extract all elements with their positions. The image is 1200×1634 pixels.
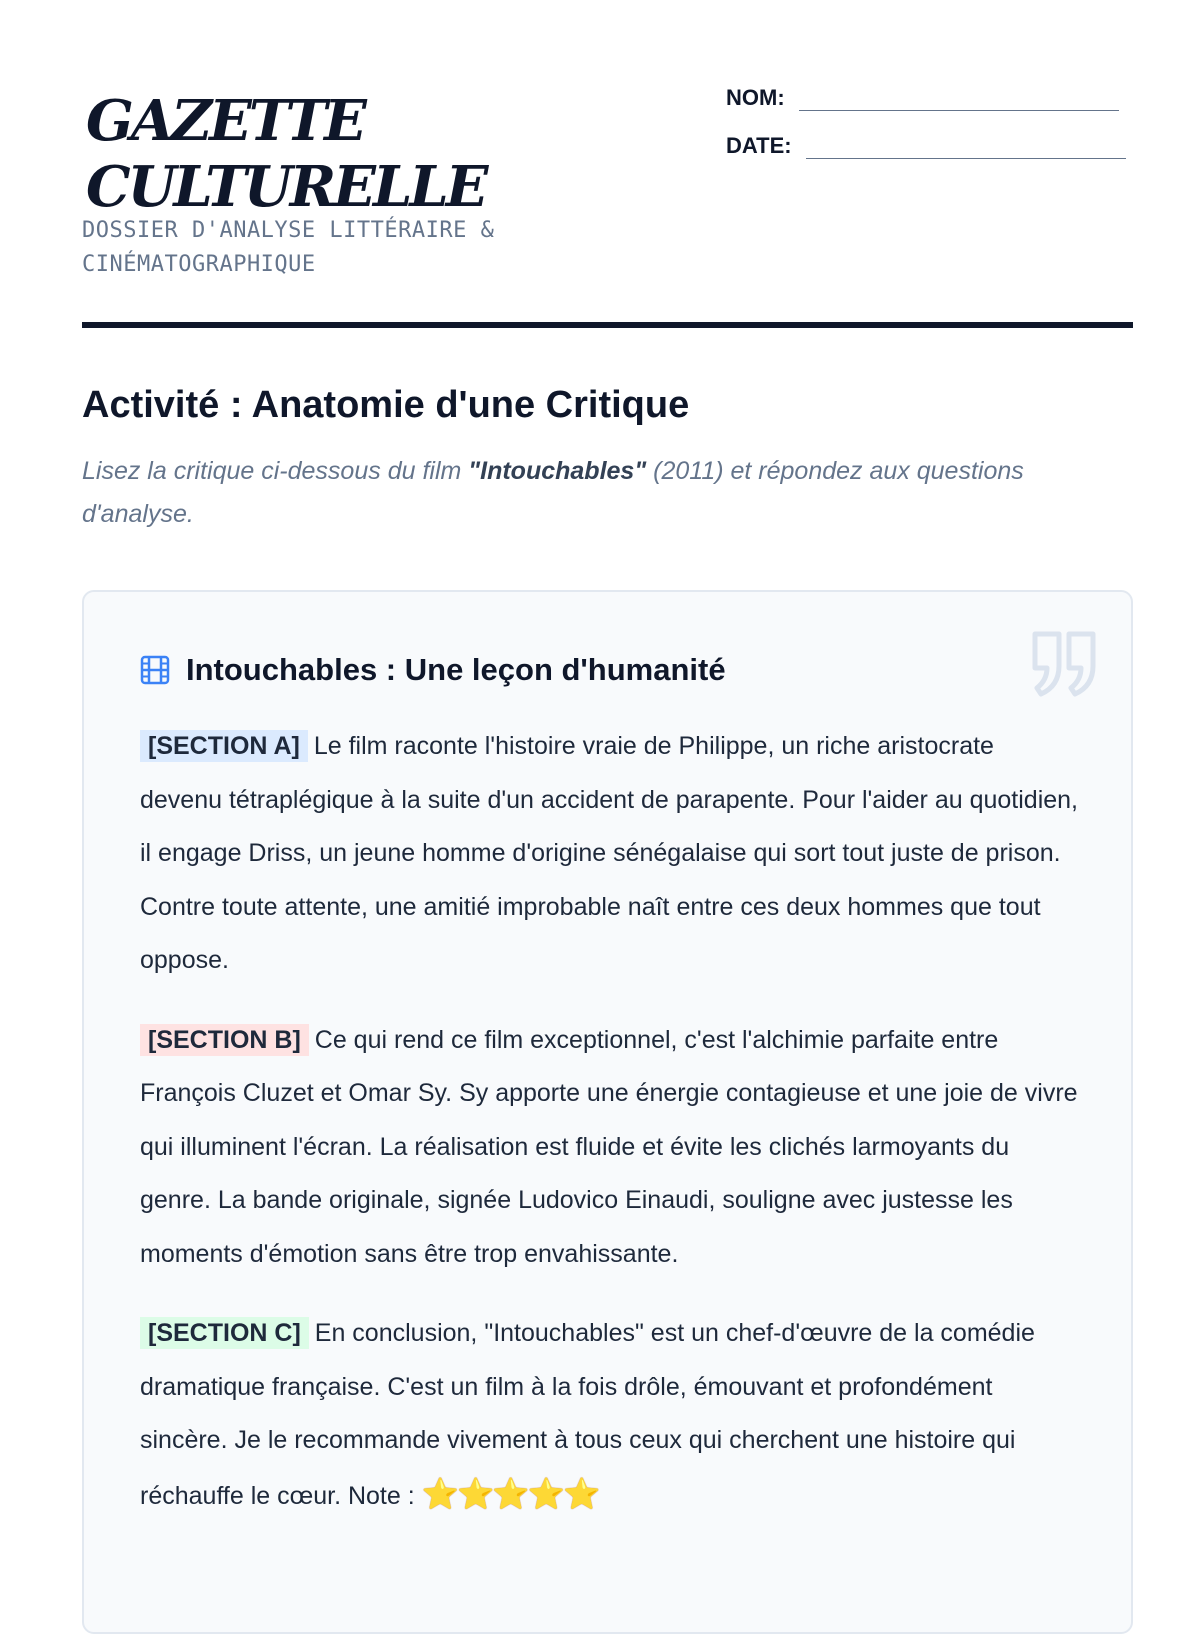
gazette-subtitle-line1: DOSSIER D'ANALYSE LITTÉRAIRE & bbox=[82, 218, 495, 243]
quote-icon bbox=[1029, 628, 1099, 700]
instructions-after: (2011) et répondez aux questions d'analyse. bbox=[82, 457, 1024, 528]
header-divider bbox=[82, 322, 1133, 328]
review-header bbox=[140, 650, 726, 690]
name-input-line[interactable] bbox=[799, 80, 1119, 111]
name-field bbox=[726, 80, 1119, 111]
section-a-text: Le film raconte l'histoire vraie de Philippe, un riche aristocrate devenu tétraplégique à la suite d'un accident de parapente. Pour l'aider au quotidien, il engage Driss, un jeune homme d'origine sénégalaise qui sort tout juste de prison. Contre toute attente, une amitié improbable naît entre ces deux hommes que tout oppose. bbox=[140, 732, 1079, 974]
date-field bbox=[726, 128, 1126, 159]
activity-title: Activité : Anatomie d'une Critique bbox=[82, 384, 690, 426]
film-name: "Intouchables" bbox=[468, 457, 647, 485]
gazette-title bbox=[86, 88, 606, 220]
name-label: NOM: bbox=[726, 85, 785, 110]
gazette-subtitle-line2: CINÉMATOGRAPHIQUE bbox=[82, 252, 316, 277]
section-a-tag: [SECTION A] bbox=[140, 730, 308, 762]
section-c-tag: [SECTION C] bbox=[140, 1317, 309, 1349]
section-c bbox=[140, 1307, 1080, 1523]
film-icon bbox=[140, 655, 170, 685]
gazette-title-line2: CULTURELLE bbox=[86, 154, 486, 220]
date-label: DATE: bbox=[726, 133, 792, 158]
review-card bbox=[82, 590, 1133, 1634]
gazette-title-line1: GAZETTE bbox=[86, 88, 364, 154]
review-body bbox=[140, 720, 1080, 1549]
review-title: Intouchables : Une leçon d'humanité bbox=[186, 652, 726, 687]
section-a bbox=[140, 720, 1080, 988]
activity-instructions bbox=[82, 450, 1062, 536]
section-b-text: Ce qui rend ce film exceptionnel, c'est l'alchimie parfaite entre François Cluzet et Omar Sy. Sy apporte une énergie contagieuse et une joie de vivre qui illuminent l'écran. La réalisation est fluide et évite les clichés larmoyants du genre. La bande originale, signée Ludovico Einaudi, souligne avec justesse les moments d'émotion sans être trop envahissante. bbox=[140, 1025, 1078, 1268]
gazette-subtitle bbox=[82, 214, 552, 282]
rating-stars: ⭐⭐⭐⭐⭐ bbox=[421, 1477, 599, 1511]
gazette-header bbox=[82, 0, 1133, 332]
section-b bbox=[140, 1014, 1080, 1282]
section-c-text: En conclusion, "Intouchables" est un chef-d'œuvre de la comédie dramatique française. C'est un film à la fois drôle, émouvant et profondément sincère. Je le recommande vivement à tous ceux qui cherchent une histoire qui réchauffe le cœur. Note : bbox=[140, 1319, 1035, 1510]
instructions-before: Lisez la critique ci-dessous du film bbox=[82, 457, 469, 485]
date-input-line[interactable] bbox=[806, 128, 1126, 159]
worksheet-page bbox=[82, 0, 1133, 1600]
section-b-tag: [SECTION B] bbox=[140, 1024, 309, 1056]
